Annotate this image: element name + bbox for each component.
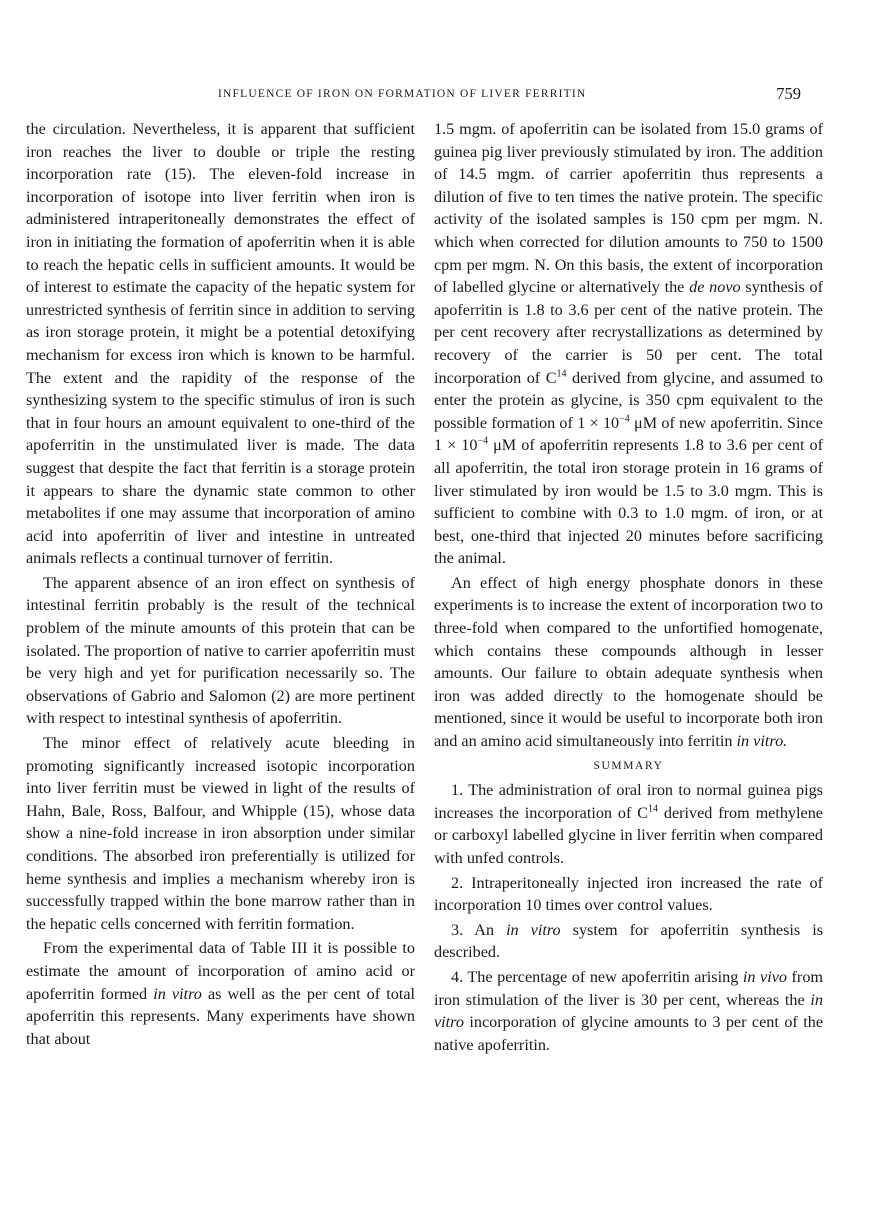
summary-item-2: 2. Intraperitoneally injected iron increased the rate of incorporation 10 times over control values. [434,873,823,915]
summary-item-3 [434,919,823,964]
italic-term: in vitro [153,984,202,1003]
superscript: 14 [648,803,658,815]
italic-term: de novo [689,278,741,297]
text-run: From the experimental data of Table III it is possible to estimate the amount of incorporation of amino acid or apoferritin formed [26,939,415,1003]
text-run: from iron stimulation of the liver is 30 per cent, whereas the [434,967,824,1009]
text-run: derived from methylene or carboxyl labelled glycine in liver ferritin when compared with unfed controls. [434,803,823,867]
summary-item-1 [434,779,823,869]
paragraph-intestinal-ferritin: The apparent absence of an iron effect on synthesis of intestinal ferritin probably is the result of the technical problem of the minute amounts of this protein that can be isolated. The proportion of native to carrier apoferritin must be very high and yet for purification necessarily so. The observations of Gabrio and Salomon (2) are more pertinent with respect to intestinal synthesis of apoferritin. [26,573,415,728]
text-run: 1.5 mgm. of apoferritin can be isolated from 15.0 grams of guinea pig liver previously stimulated by iron. The addition of 14.5 mgm. of carrier apoferritin thus represents a dilution of five to ten times the native protein. The specific activity of the isolated samples is 150 cpm per mgm. N. which when corrected for dilution amounts to 750 to 1500 cpm per mgm. N. On this basis, the extent of incorporation of labelled glycine or alternatively the [434,120,823,297]
italic-term: in vitro [506,920,561,939]
text-run: An effect of high energy phosphate donors in these experiments is to increase the extent of incorporation two to three-fold when compared to the unfortified homogenate, which contains these compounds although in lesser amounts. Our failure to obtain adequate synthesis when iron was added directly to the homogenate should be mentioned, since it would be useful to incorporate both iron and an amino acid simultaneously into ferritin [434,573,823,751]
text-run: as well as the per cent of total apoferritin this represents. Many experiments have shown that about [26,984,415,1048]
page-header [26,84,801,108]
paragraph-apoferritin-calculation [434,118,823,570]
summary-heading: SUMMARY [593,759,664,772]
italic-term: in vitro [434,990,823,1032]
superscript: −4 [619,413,630,425]
summary-item-4 [434,966,823,1056]
superscript: 14 [556,368,567,380]
text-run: synthesis of apoferritin is 1.8 to 3.6 per cent of the native protein. The per cent recovery after recrystallizations as determined by recovery of the carrier is 50 per cent. The total incorporation of C [434,278,823,387]
superscript: −4 [477,435,489,447]
text-run: 4. The percentage of new apoferritin arising [451,967,743,986]
text-run: system for apoferritin synthesis is described. [434,920,824,962]
paragraph-table-estimate [26,937,415,1050]
italic-term: in vitro. [736,732,788,751]
running-title: INFLUENCE OF IRON ON FORMATION OF LIVER FERRITIN [218,88,587,100]
text-run: μM of apoferritin represents 1.8 to 3.6 per cent of all apoferritin, the total iron storage protein in 16 grams of liver stimulated by iron would be 1.5 to 3.0 mgm. This is sufficient to combine with 0.3 to 1.0 mgm. of iron, or at best, one-third that injected 20 minutes before sacrificing the animal. [434,436,823,568]
paragraph-bleeding-effect: The minor effect of relatively acute bleeding in promoting significantly increased isotopic incorporation into liver ferritin must be viewed in light of the results of Hahn, Bale, Ross, Balfour, and Whipple (15), whose data show a nine-fold increase in iron absorption under similar conditions. The absorbed iron preferentially is utilized for heme synthesis and implies a mechanism whereby iron is successfully trapped within the bone marrow rather than in the hepatic cells concerned with ferritin formation. [26,734,415,933]
right-column [434,118,823,1058]
paragraph-phosphate-donors [434,572,823,753]
text-run: μM of new apoferritin. Since 1 × 10 [434,413,823,455]
text-run: incorporation of glycine amounts to 3 per cent of the native apoferritin. [434,1013,823,1054]
text-run: derived from glycine, and assumed to enter the protein as glycine, is 350 cpm equivalent to the possible formation of 1 × 10 [434,368,823,432]
italic-term: in vivo [742,967,787,986]
text-run: 1. The administration of oral iron to normal guinea pigs increases the incorporation of C [434,781,823,822]
paragraph-continuation: the circulation. Nevertheless, it is apparent that sufficient iron reaches the liver to double or triple the resting incorporation rate (15). The eleven-fold increase in incorporation of isotope into liver ferritin when iron is administered intraperitoneally demonstrates the effect of iron in initiating the formation of apoferritin when it is able to reach the hepatic cells in sufficient amounts. It would be of interest to estimate the capacity of the hepatic system for unrestricted synthesis of ferritin since in addition to serving as iron storage protein, it might be a potential detoxifying mechanism for excess iron which is known to be harmful. The extent and the rapidity of the response of the synthesizing system to the specific stimulus of iron is such that in four hours an amount equivalent to one-third of the apoferritin in the unstimulated liver is made. The data suggest that despite the fact that ferritin is a storage protein it appears to share the dynamic state common to other metabolites if one may assume that incorporation of amino acid into apoferritin of liver and intestine in untreated animals reflects a continual turnover of ferritin. [26,120,415,568]
text-run: 3. An [451,920,507,939]
page-number: 759 [776,84,801,103]
left-column [26,118,415,1052]
